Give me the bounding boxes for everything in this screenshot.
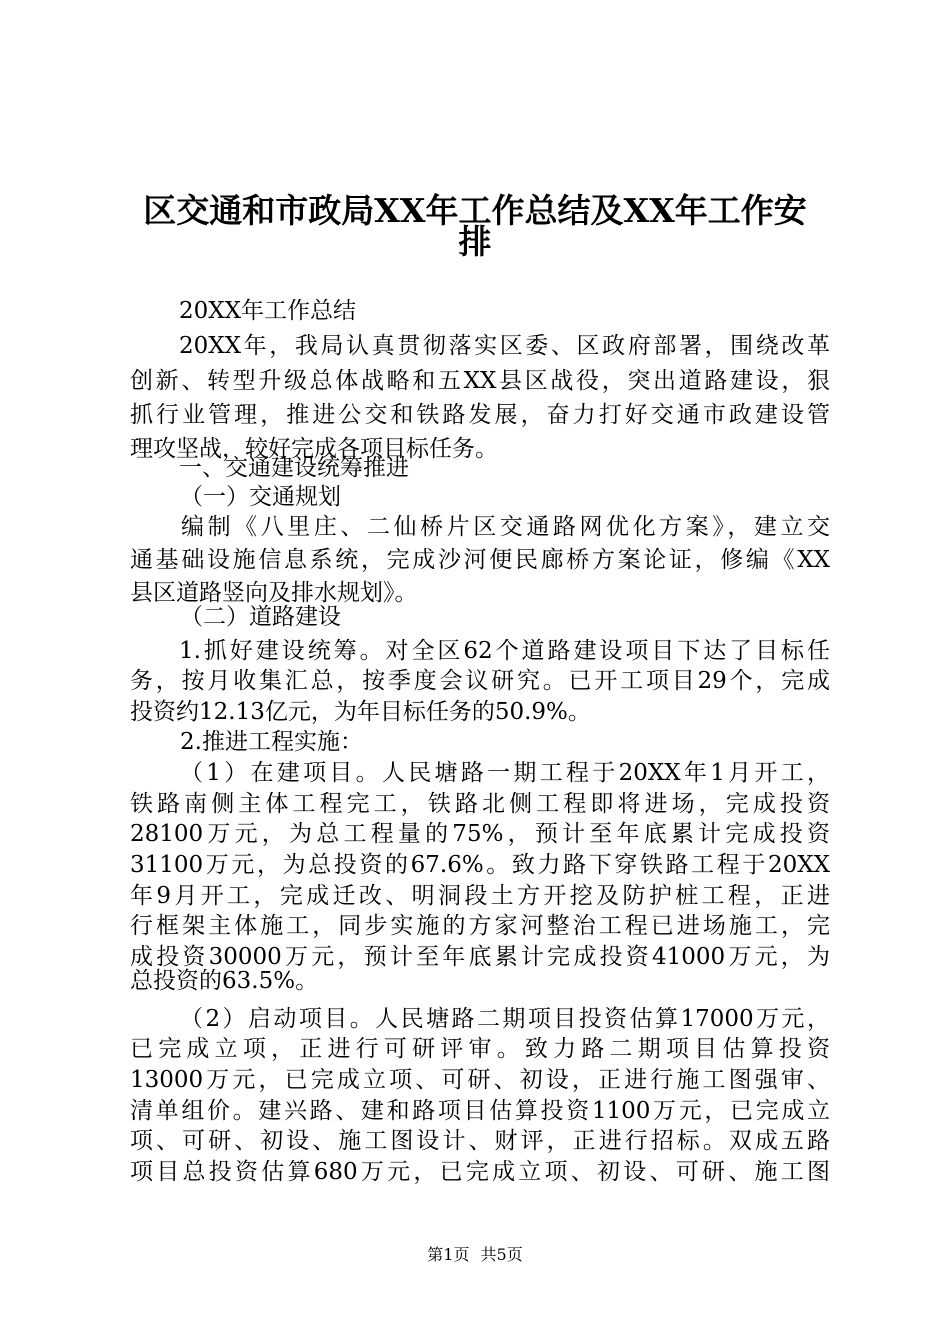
paragraph-line: 编制《八里庄、二仙桥片区交通路网优化方案》，建立交 — [181, 514, 830, 540]
paragraph-line: （2）启动项目。人民塘路二期项目投资估算17000万元， — [180, 1006, 830, 1032]
paragraph-line: 成投资30000万元，预计至年底累计完成投资41000万元，为 — [130, 944, 830, 970]
paragraph-line: 清单组价。建兴路、建和路项目估算投资1100万元，已完成立 — [130, 1098, 830, 1124]
section-heading-summary: 20XX年工作总结 — [179, 298, 357, 324]
paragraph-line: 通基础设施信息系统，完成沙河便民廊桥方案论证，修编《XX — [130, 547, 830, 573]
page-total: 共5页 — [480, 1245, 523, 1264]
paragraph-line: 1.抓好建设统筹。对全区62个道路建设项目下达了目标任 — [179, 638, 830, 664]
paragraph-line: 已完成立项，正进行可研评审。致力路二期项目估算投资 — [130, 1036, 830, 1062]
paragraph-line: 28100万元，为总工程量的75%，预计至年底累计完成投资 — [130, 821, 830, 847]
subsection-heading: （一）交通规划 — [180, 484, 341, 510]
paragraph-line: 总投资的63.5%。 — [130, 968, 319, 994]
paragraph-line: 务，按月收集汇总，按季度会议研究。已开工项目29个，完成 — [130, 668, 830, 694]
paragraph-line: 20XX年，我局认真贯彻落实区委、区政府部署，围绕改革 — [179, 333, 830, 359]
paragraph-line: 县区道路竖向及排水规划》。 — [130, 580, 418, 606]
document-title-line-1: 区交通和市政局XX年工作总结及XX年工作安 — [143, 191, 807, 230]
page-number: 第1页 — [427, 1245, 470, 1264]
paragraph-line: 铁路南侧主体工程完工，铁路北侧工程即将进场，完成投资 — [130, 791, 830, 817]
paragraph-line: 行框架主体施工，同步实施的方家河整治工程已进场施工，完 — [130, 913, 830, 939]
paragraph-line: （1）在建项目。人民塘路一期工程于20XX年1月开工， — [180, 760, 830, 786]
paragraph-line: 投资约12.13亿元，为年目标任务的50.9%。 — [130, 699, 591, 725]
subsection-heading: （二）道路建设 — [180, 604, 341, 630]
paragraph-line: 13000万元，已完成立项、可研、初设，正进行施工图强审、 — [130, 1067, 830, 1093]
paragraph-line: 项目总投资估算680万元，已完成立项、初设、可研、施工图 — [130, 1159, 830, 1185]
paragraph-line: 创新、转型升级总体战略和五XX县区战役，突出道路建设，狠 — [130, 368, 830, 394]
paragraph-line: 年9月开工，完成迁改、明洞段土方开挖及防护桩工程，正进 — [130, 883, 830, 909]
item-heading: 2.推进工程实施： — [180, 729, 363, 755]
paragraph-line: 抓行业管理，推进公交和铁路发展，奋力打好交通市政建设管 — [130, 402, 830, 428]
document-title-line-2: 排 — [458, 222, 492, 261]
page-footer — [0, 1245, 950, 1265]
paragraph-line: 31100万元，为总投资的67.6%。致力路下穿铁路工程于20XX — [130, 852, 830, 878]
paragraph-line: 项、可研、初设、施工图设计、财评，正进行招标。双成五路 — [130, 1128, 830, 1154]
paragraph-line: 理攻坚战，较好完成各项目标任务。 — [130, 436, 498, 462]
section-heading: 一、交通建设统筹推进 — [179, 455, 409, 481]
